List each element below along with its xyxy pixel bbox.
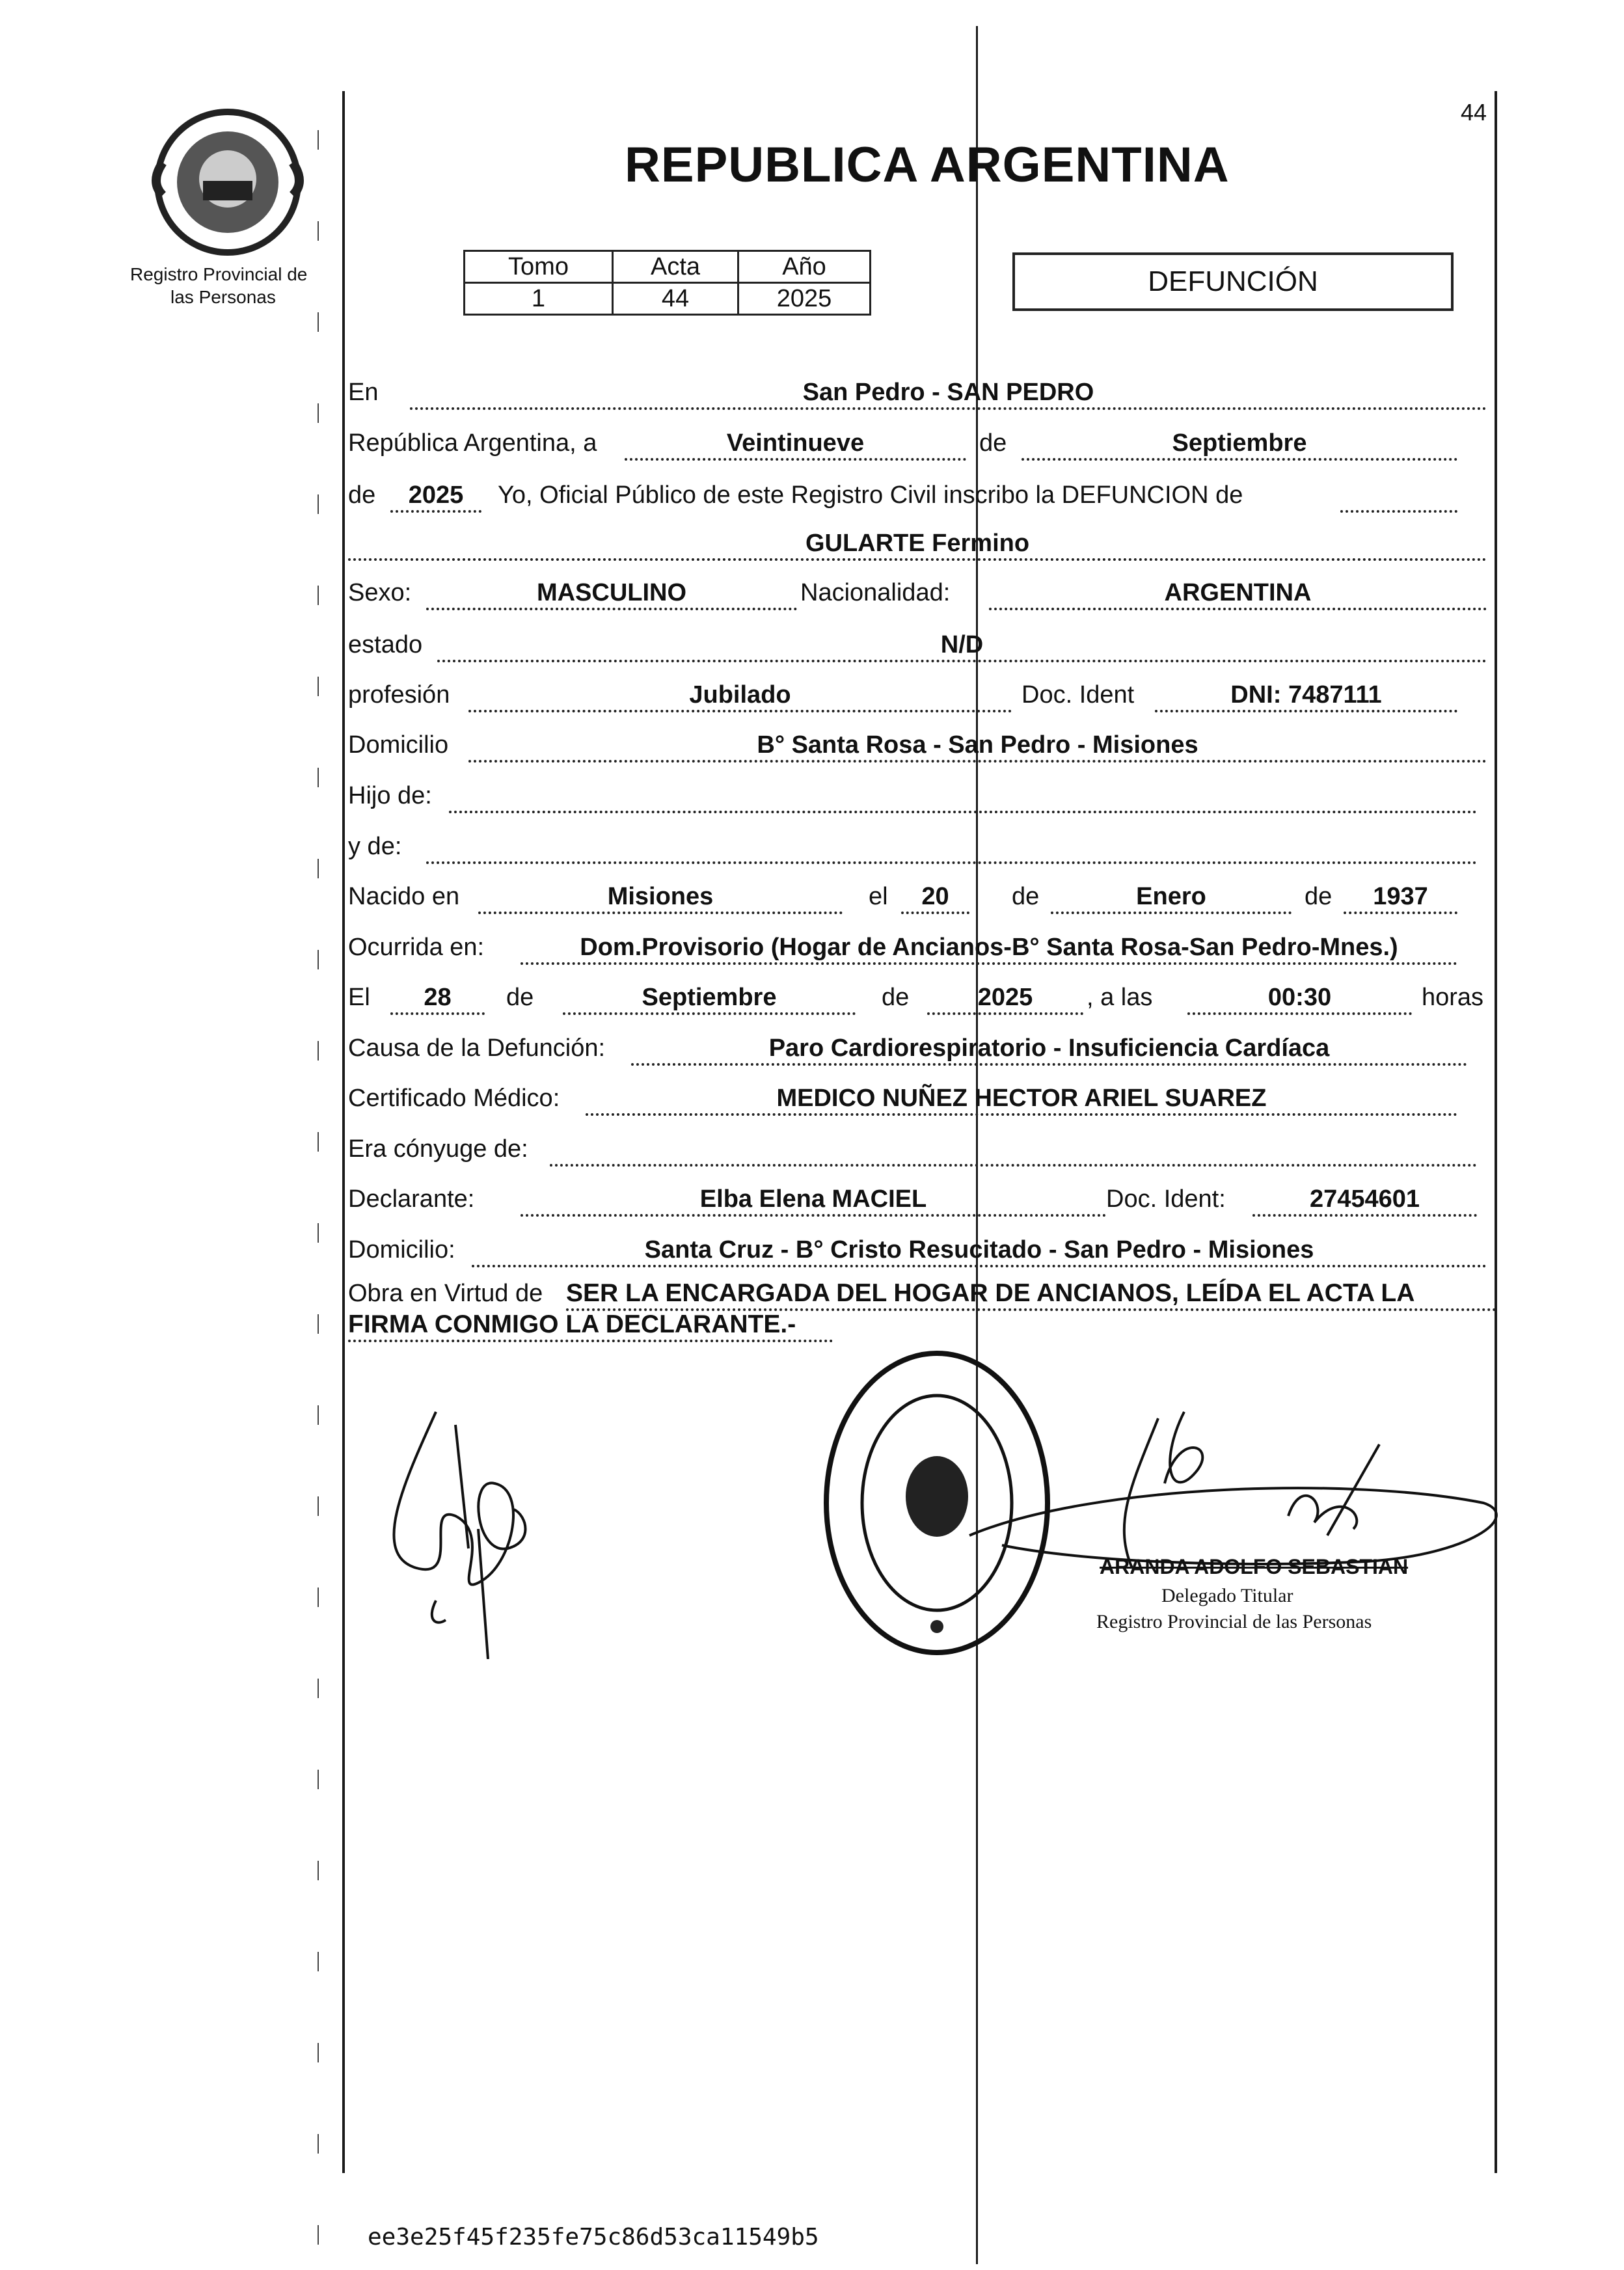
birth-day-value: 20 [901,882,969,914]
nacido-value: Misiones [478,882,843,914]
domicilio-label: Domicilio [348,731,449,759]
year-value: 2025 [390,480,481,513]
causa-label: Causa de la Defunción: [348,1034,606,1062]
ocurrida-value: Dom.Provisorio (Hogar de Ancianos-B° Santa Rosa-San Pedro-Mnes.) [521,932,1457,965]
de-label-5: de [506,984,534,1011]
birth-month-value: Enero [1051,882,1292,914]
el-label: el [869,883,888,910]
sexo-value: MASCULINO [426,578,797,610]
profesion-label: profesión [348,681,450,709]
margin-tick-line [318,130,319,2264]
record-type-box: DEFUNCIÓN [1012,252,1454,311]
table-header-anio: Año [738,251,871,283]
obra-label: Obra en Virtud de [348,1280,543,1307]
table-header-tomo: Tomo [465,251,613,283]
conyuge-value [550,1134,1477,1167]
doc-label-2: Doc. Ident: [1106,1185,1226,1213]
day-words-value: Veintinueve [625,428,966,461]
death-day-value: 28 [390,982,485,1015]
right-frame-line [1495,91,1497,2173]
record-table [463,250,871,316]
death-month-value: Septiembre [563,982,856,1015]
month-words-value: Septiembre [1022,428,1457,461]
declarant-signature [364,1386,560,1659]
officer-role: Delegado Titular [1161,1585,1293,1606]
en-value: San Pedro - SAN PEDRO [410,377,1487,410]
hijo-label: Hijo de: [348,782,432,809]
table-cell-acta: 44 [613,283,738,315]
obra-value-line1: SER LA ENCARGADA DEL HOGAR DE ANCIANOS, LEÍDA EL ACTA LA [566,1278,1496,1311]
yde-value [426,831,1477,864]
certificado-label: Certificado Médico: [348,1085,560,1112]
statement-text: Yo, Oficial Público de este Registro Civil inscribo la DEFUNCION de [498,481,1243,509]
registry-name-line1: Registro Provincial de [130,264,308,284]
page-number: 44 [1461,99,1487,126]
yde-label: y de: [348,833,402,860]
el-label-2: El [348,984,370,1011]
de-label-4: de [1305,883,1333,910]
left-frame-line [342,91,345,2173]
table-cell-anio: 2025 [738,283,871,315]
conyuge-label: Era cónyuge de: [348,1135,528,1163]
sexo-label: Sexo: [348,579,412,606]
table-header-acta: Acta [613,251,738,283]
statement-blank [1340,480,1457,513]
doc-value: DNI: 7487111 [1155,680,1457,712]
officer-office: Registro Provincial de las Personas [1096,1611,1372,1632]
obra-value-line2: FIRMA CONMIGO LA DECLARANTE.- [348,1310,833,1342]
registry-name-line2: las Personas [170,287,276,307]
document-hash: ee3e25f45f235fe75c86d53ca11549b5 [368,2224,819,2250]
de-label-6: de [882,984,910,1011]
profesion-value: Jubilado [468,680,1012,712]
estado-value: N/D [437,630,1487,662]
deceased-name-value: GULARTE Fermino [348,528,1487,561]
en-label: En [348,379,379,406]
de-label-2: de [348,481,376,509]
domicilio2-value: Santa Cruz - B° Cristo Resucitado - San Pedro - Misiones [472,1235,1487,1267]
de-label-1: de [979,429,1007,457]
declarante-doc-value: 27454601 [1252,1184,1477,1217]
certificado-value: MEDICO NUÑEZ HECTOR ARIEL SUAREZ [586,1083,1457,1116]
page-title: REPUBLICA ARGENTINA [625,137,1230,193]
nacionalidad-label: Nacionalidad: [800,579,951,606]
provincial-seal-logo [150,104,306,260]
hijo-value [449,781,1477,813]
declarante-label: Declarante: [348,1185,475,1213]
table-cell-tomo: 1 [465,283,613,315]
death-year-value: 2025 [927,982,1083,1015]
declarante-value: Elba Elena MACIEL [521,1184,1106,1217]
domicilio2-label: Domicilio: [348,1236,455,1263]
birth-year-value: 1937 [1344,882,1457,914]
estado-label: estado [348,631,423,658]
nacionalidad-value: ARGENTINA [989,578,1487,610]
de-label-3: de [1012,883,1040,910]
nacido-label: Nacido en [348,883,460,910]
horas-label: horas [1422,984,1484,1011]
republica-label: República Argentina, a [348,429,597,457]
death-time-value: 00:30 [1187,982,1412,1015]
officer-name: ARANDA ADOLFO SEBASTIAN [1100,1555,1409,1578]
domicilio-value: B° Santa Rosa - San Pedro - Misiones [468,730,1487,763]
causa-value: Paro Cardiorespiratorio - Insuficiencia Cardíaca [631,1033,1467,1066]
ocurrida-label: Ocurrida en: [348,934,485,961]
doc-label: Doc. Ident [1022,681,1135,709]
alas-label: , a las [1087,984,1153,1011]
